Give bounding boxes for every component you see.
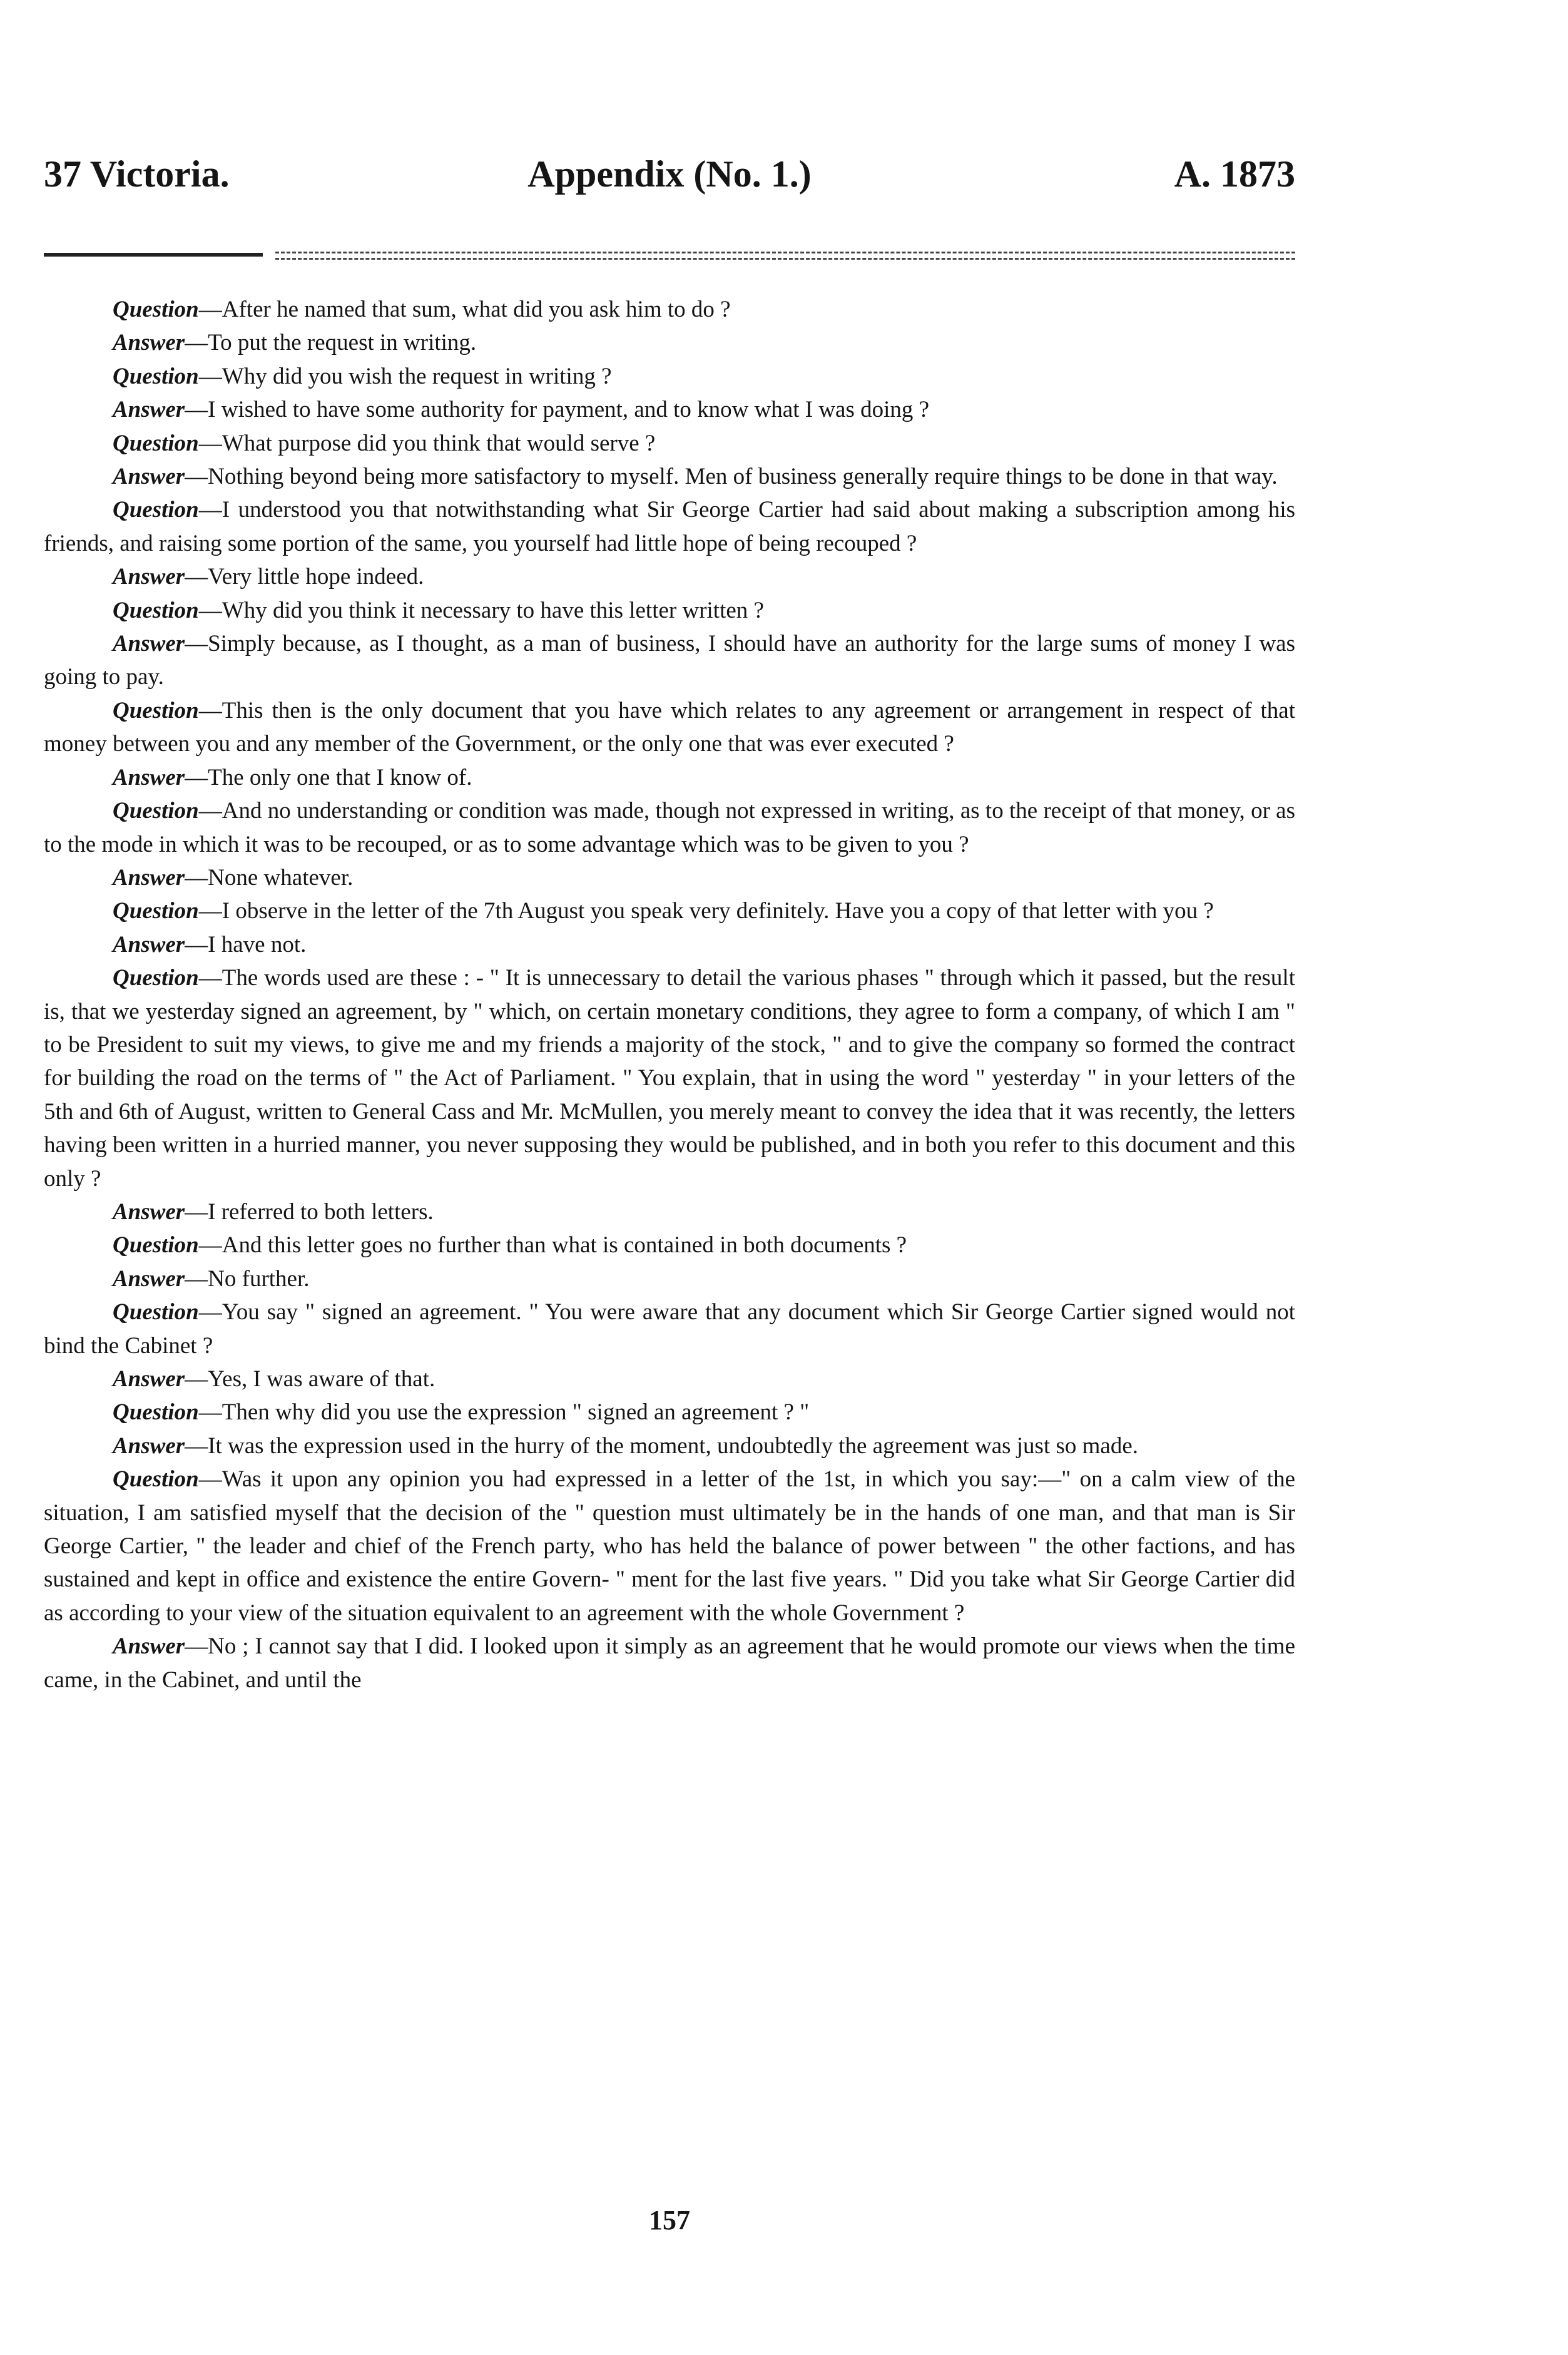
question-paragraph: [44, 594, 1295, 627]
answer-paragraph: [44, 861, 1295, 894]
speaker-dash: —: [198, 1299, 222, 1326]
speaker-dash: —: [185, 564, 208, 590]
header-year: A. 1873: [1174, 153, 1295, 195]
answer-paragraph: [44, 393, 1295, 426]
answer-paragraph: [44, 560, 1295, 593]
question-paragraph: [44, 1463, 1295, 1630]
question-paragraph: [44, 427, 1295, 460]
speaker-label: Question: [113, 1399, 199, 1426]
answer-paragraph: [44, 1630, 1295, 1697]
question-paragraph: [44, 694, 1295, 761]
paragraph-text: Nothing beyond being more satisfactory to myself. Men of business generally require things to be done in that way.: [208, 464, 1278, 490]
speaker-dash: —: [198, 798, 222, 824]
paragraph-text: Yes, I was aware of that.: [208, 1366, 435, 1392]
speaker-dash: —: [185, 1366, 208, 1392]
document-page: [44, 0, 1295, 2355]
paragraph-text: What purpose did you think that would serve ?: [221, 430, 656, 456]
question-paragraph: [44, 794, 1295, 861]
speaker-dash: —: [198, 363, 222, 389]
speaker-label: Answer: [113, 631, 185, 657]
question-paragraph: [44, 293, 1295, 326]
paragraph-text: This then is the only document that you have which relates to any agreement or arrangement in respect of that money between you and any member of the Government, or the only one that was ever executed ?: [44, 697, 1295, 757]
page-number: 157: [649, 2205, 690, 2235]
question-paragraph: [44, 360, 1295, 393]
answer-paragraph: [44, 326, 1295, 359]
paragraph-text: And this letter goes no further than what is contained in both documents ?: [221, 1232, 907, 1259]
speaker-label: Question: [113, 1299, 199, 1326]
question-paragraph: [44, 1396, 1295, 1429]
header-rule-thick: [44, 253, 263, 257]
speaker-label: Answer: [113, 564, 185, 590]
speaker-label: Question: [113, 1466, 199, 1493]
question-paragraph: [44, 1229, 1295, 1262]
paragraph-text: Why did you wish the request in writing ?: [221, 363, 612, 389]
paragraph-text: I understood you that notwithstanding what Sir George Cartier had said about making a subscription among his friends, and raising some portion of the same, you yourself had little hope of being recouped ?: [44, 497, 1295, 556]
speaker-dash: —: [185, 1265, 208, 1292]
speaker-label: Question: [113, 697, 199, 723]
paragraph-text: None whatever.: [208, 864, 354, 891]
speaker-dash: —: [198, 497, 222, 523]
speaker-dash: —: [198, 1399, 222, 1426]
page-header: [44, 153, 1295, 209]
paragraph-text: You say " signed an agreement. " You were aware that any document which Sir George Cartier signed would not bind the Cabinet ?: [44, 1299, 1295, 1359]
paragraph-text: Simply because, as I thought, as a man of business, I should have an authority for the large sums of money I was going to pay.: [44, 631, 1295, 690]
speaker-dash: —: [198, 297, 222, 322]
paragraph-text: I observe in the letter of the 7th August you speak very definitely. Have you a copy of that letter with you ?: [221, 898, 1214, 924]
question-paragraph: [44, 493, 1295, 560]
paragraph-text: Was it upon any opinion you had expressed in a letter of the 1st, in which you say:—" on a calm view of the situation, I am satisfied myself that the decision of the " question must ultimately be in the hands of one man, and that man is Sir George Cartier, " the leader and chief of the French party, who has held the balance of power between " the other factions, and has sustained and kept in office and existence the entire Govern- " ment for the last five years. " Did you take what Sir George Cartier did as according to your view of the situation equivalent to an agreement with the whole Government ?: [44, 1466, 1295, 1626]
header-rule-dashed: [275, 252, 1295, 253]
speaker-label: Question: [113, 798, 199, 824]
speaker-dash: —: [198, 697, 222, 723]
speaker-label: Answer: [113, 1433, 185, 1459]
speaker-label: Answer: [113, 1633, 185, 1660]
speaker-dash: —: [198, 1232, 222, 1259]
speaker-label: Question: [113, 363, 199, 389]
speaker-label: Question: [113, 497, 199, 523]
paragraph-text: I referred to both letters.: [208, 1198, 434, 1225]
speaker-label: Question: [113, 430, 199, 456]
answer-paragraph: [44, 1429, 1295, 1463]
answer-paragraph: [44, 460, 1295, 493]
answer-paragraph: [44, 928, 1295, 961]
speaker-dash: —: [185, 864, 208, 891]
speaker-label: Question: [113, 1232, 199, 1259]
paragraph-text: After he named that sum, what did you ask him to do ?: [221, 297, 731, 322]
speaker-dash: —: [185, 464, 208, 490]
speaker-label: Answer: [113, 1366, 185, 1392]
paragraph-text: It was the expression used in the hurry of the moment, undoubtedly the agreement was just so made.: [208, 1433, 1139, 1459]
speaker-label: Question: [113, 898, 199, 924]
speaker-label: Answer: [113, 864, 185, 891]
speaker-dash: —: [185, 631, 208, 657]
paragraph-text: Then why did you use the expression " signed an agreement ? ": [221, 1399, 810, 1426]
paragraph-text: To put the request in writing.: [208, 330, 477, 356]
speaker-label: Answer: [113, 464, 185, 490]
speaker-label: Answer: [113, 397, 185, 423]
answer-paragraph: [44, 1195, 1295, 1229]
answer-paragraph: [44, 1262, 1295, 1295]
speaker-label: Question: [113, 297, 199, 322]
speaker-label: Answer: [113, 1265, 185, 1292]
paragraph-text: I wished to have some authority for payment, and to know what I was doing ?: [208, 397, 930, 423]
speaker-label: Answer: [113, 764, 185, 790]
speaker-label: Answer: [113, 1198, 185, 1225]
speaker-dash: —: [198, 597, 222, 623]
paragraph-text: The only one that I know of.: [208, 764, 472, 790]
paragraph-text: I have not.: [208, 931, 307, 958]
paragraph-text: Very little hope indeed.: [208, 564, 424, 590]
transcript-body: [44, 293, 1295, 1697]
speaker-label: Question: [113, 597, 199, 623]
speaker-dash: —: [185, 1633, 208, 1660]
question-paragraph: [44, 894, 1295, 927]
speaker-label: Question: [113, 965, 199, 991]
answer-paragraph: [44, 627, 1295, 694]
speaker-dash: —: [198, 1466, 222, 1493]
speaker-label: Answer: [113, 330, 185, 356]
speaker-dash: —: [185, 1198, 208, 1225]
speaker-dash: —: [198, 430, 222, 456]
paragraph-text: And no understanding or condition was made, though not expressed in writing, as to the receipt of that money, or as to the mode in which it was to be recouped, or as to some advantage which was to be given to you ?: [44, 798, 1295, 857]
speaker-dash: —: [185, 931, 208, 958]
paragraph-text: The words used are these : - " It is unnecessary to detail the various phases " through which it passed, but the result is, that we yesterday signed an agreement, by " which, on certain monetary conditions, they agree to form a company, of which I am " to be President to suit my views, to give me and my friends a majority of the stock, " and to give the company so formed the contract for building the road on the terms of " the Act of Parliament. " You explain, that in using the word " yesterday " in your letters of the 5th and 6th of August, written to General Cass and Mr. McMullen, you merely meant to convey the idea that it was recently, the letters having been written in a hurried manner, you never supposing they would be published, and in both you refer to this document and this only ?: [44, 965, 1295, 1192]
question-paragraph: [44, 961, 1295, 1195]
paragraph-text: No further.: [208, 1265, 310, 1292]
header-session: 37 Victoria.: [44, 153, 230, 195]
answer-paragraph: [44, 761, 1295, 794]
paragraph-text: No ; I cannot say that I did. I looked upon it simply as an agreement that he would promote our views when the time came, in the Cabinet, and until the: [44, 1633, 1295, 1693]
header-appendix: Appendix (No. 1.): [527, 153, 812, 195]
header-rule-dashed-lower: [275, 258, 1295, 260]
speaker-label: Answer: [113, 931, 185, 958]
speaker-dash: —: [185, 764, 208, 790]
question-paragraph: [44, 1295, 1295, 1362]
answer-paragraph: [44, 1362, 1295, 1396]
speaker-dash: —: [185, 330, 208, 356]
speaker-dash: —: [185, 397, 208, 423]
speaker-dash: —: [198, 898, 222, 924]
paragraph-text: Why did you think it necessary to have this letter written ?: [221, 597, 764, 623]
speaker-dash: —: [185, 1433, 208, 1459]
speaker-dash: —: [198, 965, 222, 991]
